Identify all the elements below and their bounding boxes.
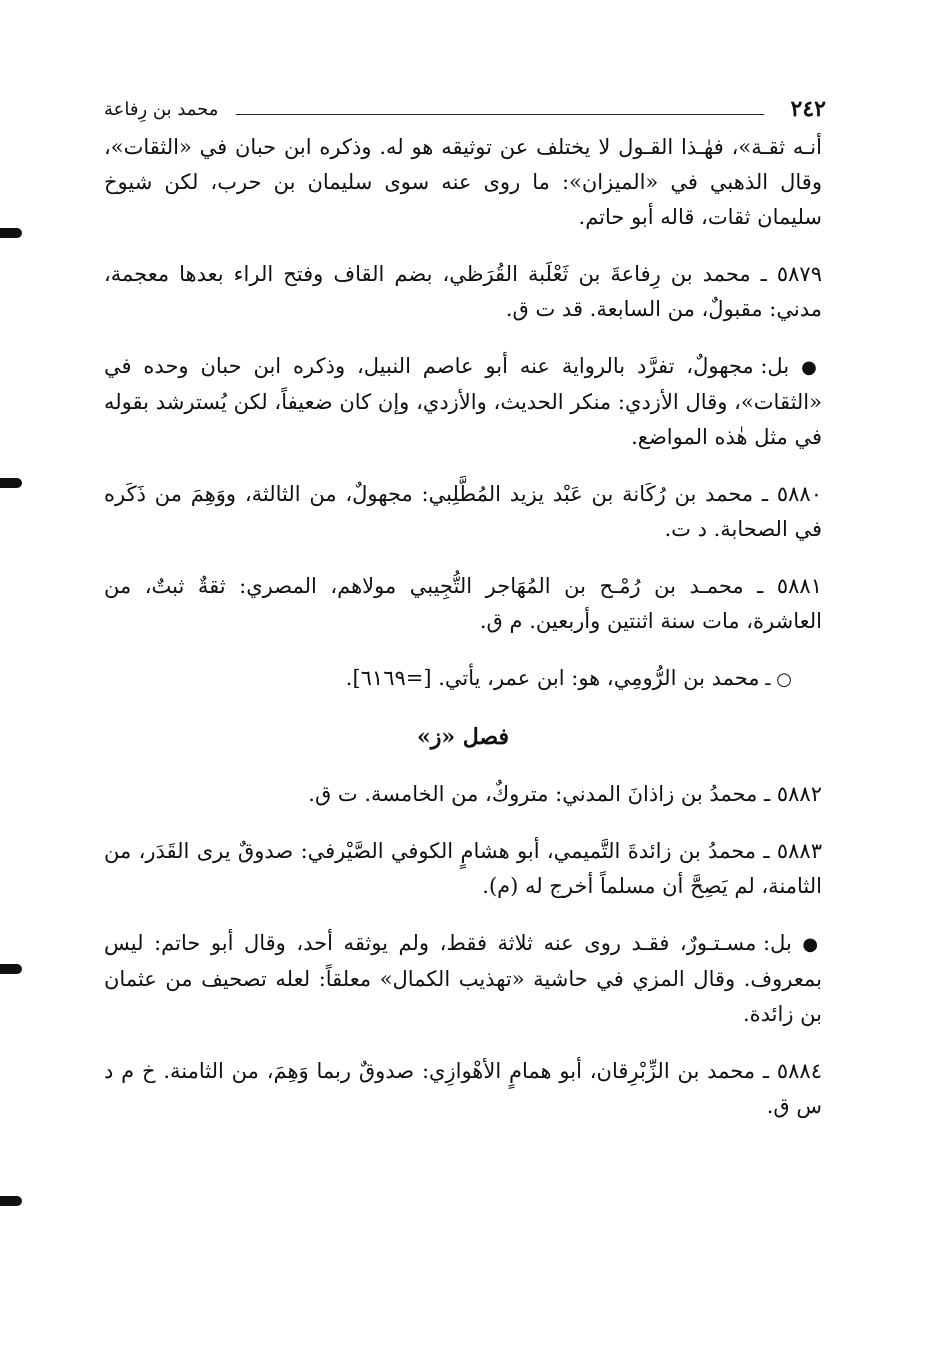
paragraph-continuation: أنـه ثقـة»، فهٰـذا القـول لا يختلف عن توثيقه هو له. وذكره ابن حبان في «الثقات»، وقال الذهبي في «الميزان»: ما روى عنه سوى سليمان بن حرب، لكن شيوخ سليمان ثقات، قاله أبو حاتم. [104,135,822,229]
comment-5879-text: بل: مجهولٌ، تفرَّد بالرواية عنه أبو عاصم النبيل، وذكره ابن حبان وحده في «الثقات»، وقال الأزدي: منكر الحديث، والأزدي، وإن كان ضعيفاً، لكن يُسترشد بقوله في مثل هٰذه المواضع. [104,354,822,449]
margin-mark [0,478,22,488]
entry-5879: ٥٨٧٩ ـ محمد بن رِفاعةَ بن ثَعْلَبة القُرَظي، بضم القاف وفتح الراء بعدها معجمة، مدني: مقبولٌ، من السابعة. قد ت ق. [104,262,822,321]
bullet-icon: ● [802,934,822,955]
margin-mark [0,228,22,238]
entry-5881: ٥٨٨١ ـ محمـد بن رُمْـح بن المُهَاجر التُّجِيبي مولاهم، المصري: ثقةٌ ثبتٌ، من العاشرة، مات سنة اثنتين وأربعين. م ق. [104,574,822,633]
page-number: ٢٤٢ [790,96,826,122]
section-heading: فصل «ز» [416,724,510,750]
cross-reference-text: محمد بن الرُّومِي، هو: ابن عمر، يأتي. [=٦١٦٩]. [345,666,760,690]
page-header [104,96,826,126]
comment-5879 [104,349,822,455]
entry-5882: ٥٨٨٢ ـ محمدُ بن زاذانَ المدني: متروكٌ، من الخامسة. ت ق. [308,782,822,806]
comment-5883-text: بل: مسـتـورٌ، فقـد روى عنه ثلاثة فقط، ولم يوثقه أحد، وقال أبو حاتم: ليس بمعروف. وقال المزي في حاشية «تهذيب الكمال» معلقاً: لعله تصحيف من عثمان بن زائدة. [104,931,822,1026]
entry-5880: ٥٨٨٠ ـ محمد بن رُكَانة بن عَبْد يزيد المُطَّلِبي: مجهولٌ، من الثالثة، ووَهِمَ من ذَكَره في الصحابة. د ت. [104,482,822,541]
entry-5884: ٥٨٨٤ ـ محمد بن الزِّبْرِقان، أبو همامٍ الأهْوازِي: صدوقٌ ربما وَهِمَ، من الثامنة. خ م د س ق. [104,1059,822,1118]
header-rule [236,114,764,115]
page-body [104,130,822,1146]
margin-mark [0,964,22,974]
cross-reference-entry [104,661,822,697]
bullet-icon: ● [801,357,822,378]
circle-icon: ○ ـ [759,669,792,690]
entry-5883: ٥٨٨٣ ـ محمدُ بن زائدةَ التَّميمي، أبو هشامٍ الكوفي الصَّيْرفي: صدوقٌ يرى القَدَر، من الثامنة، لم يَصِحَّ أن مسلماً أخرج له (م). [104,839,822,898]
running-head: محمد بن رِفاعة [104,99,219,120]
margin-mark [0,1196,22,1206]
comment-5883 [104,926,822,1032]
